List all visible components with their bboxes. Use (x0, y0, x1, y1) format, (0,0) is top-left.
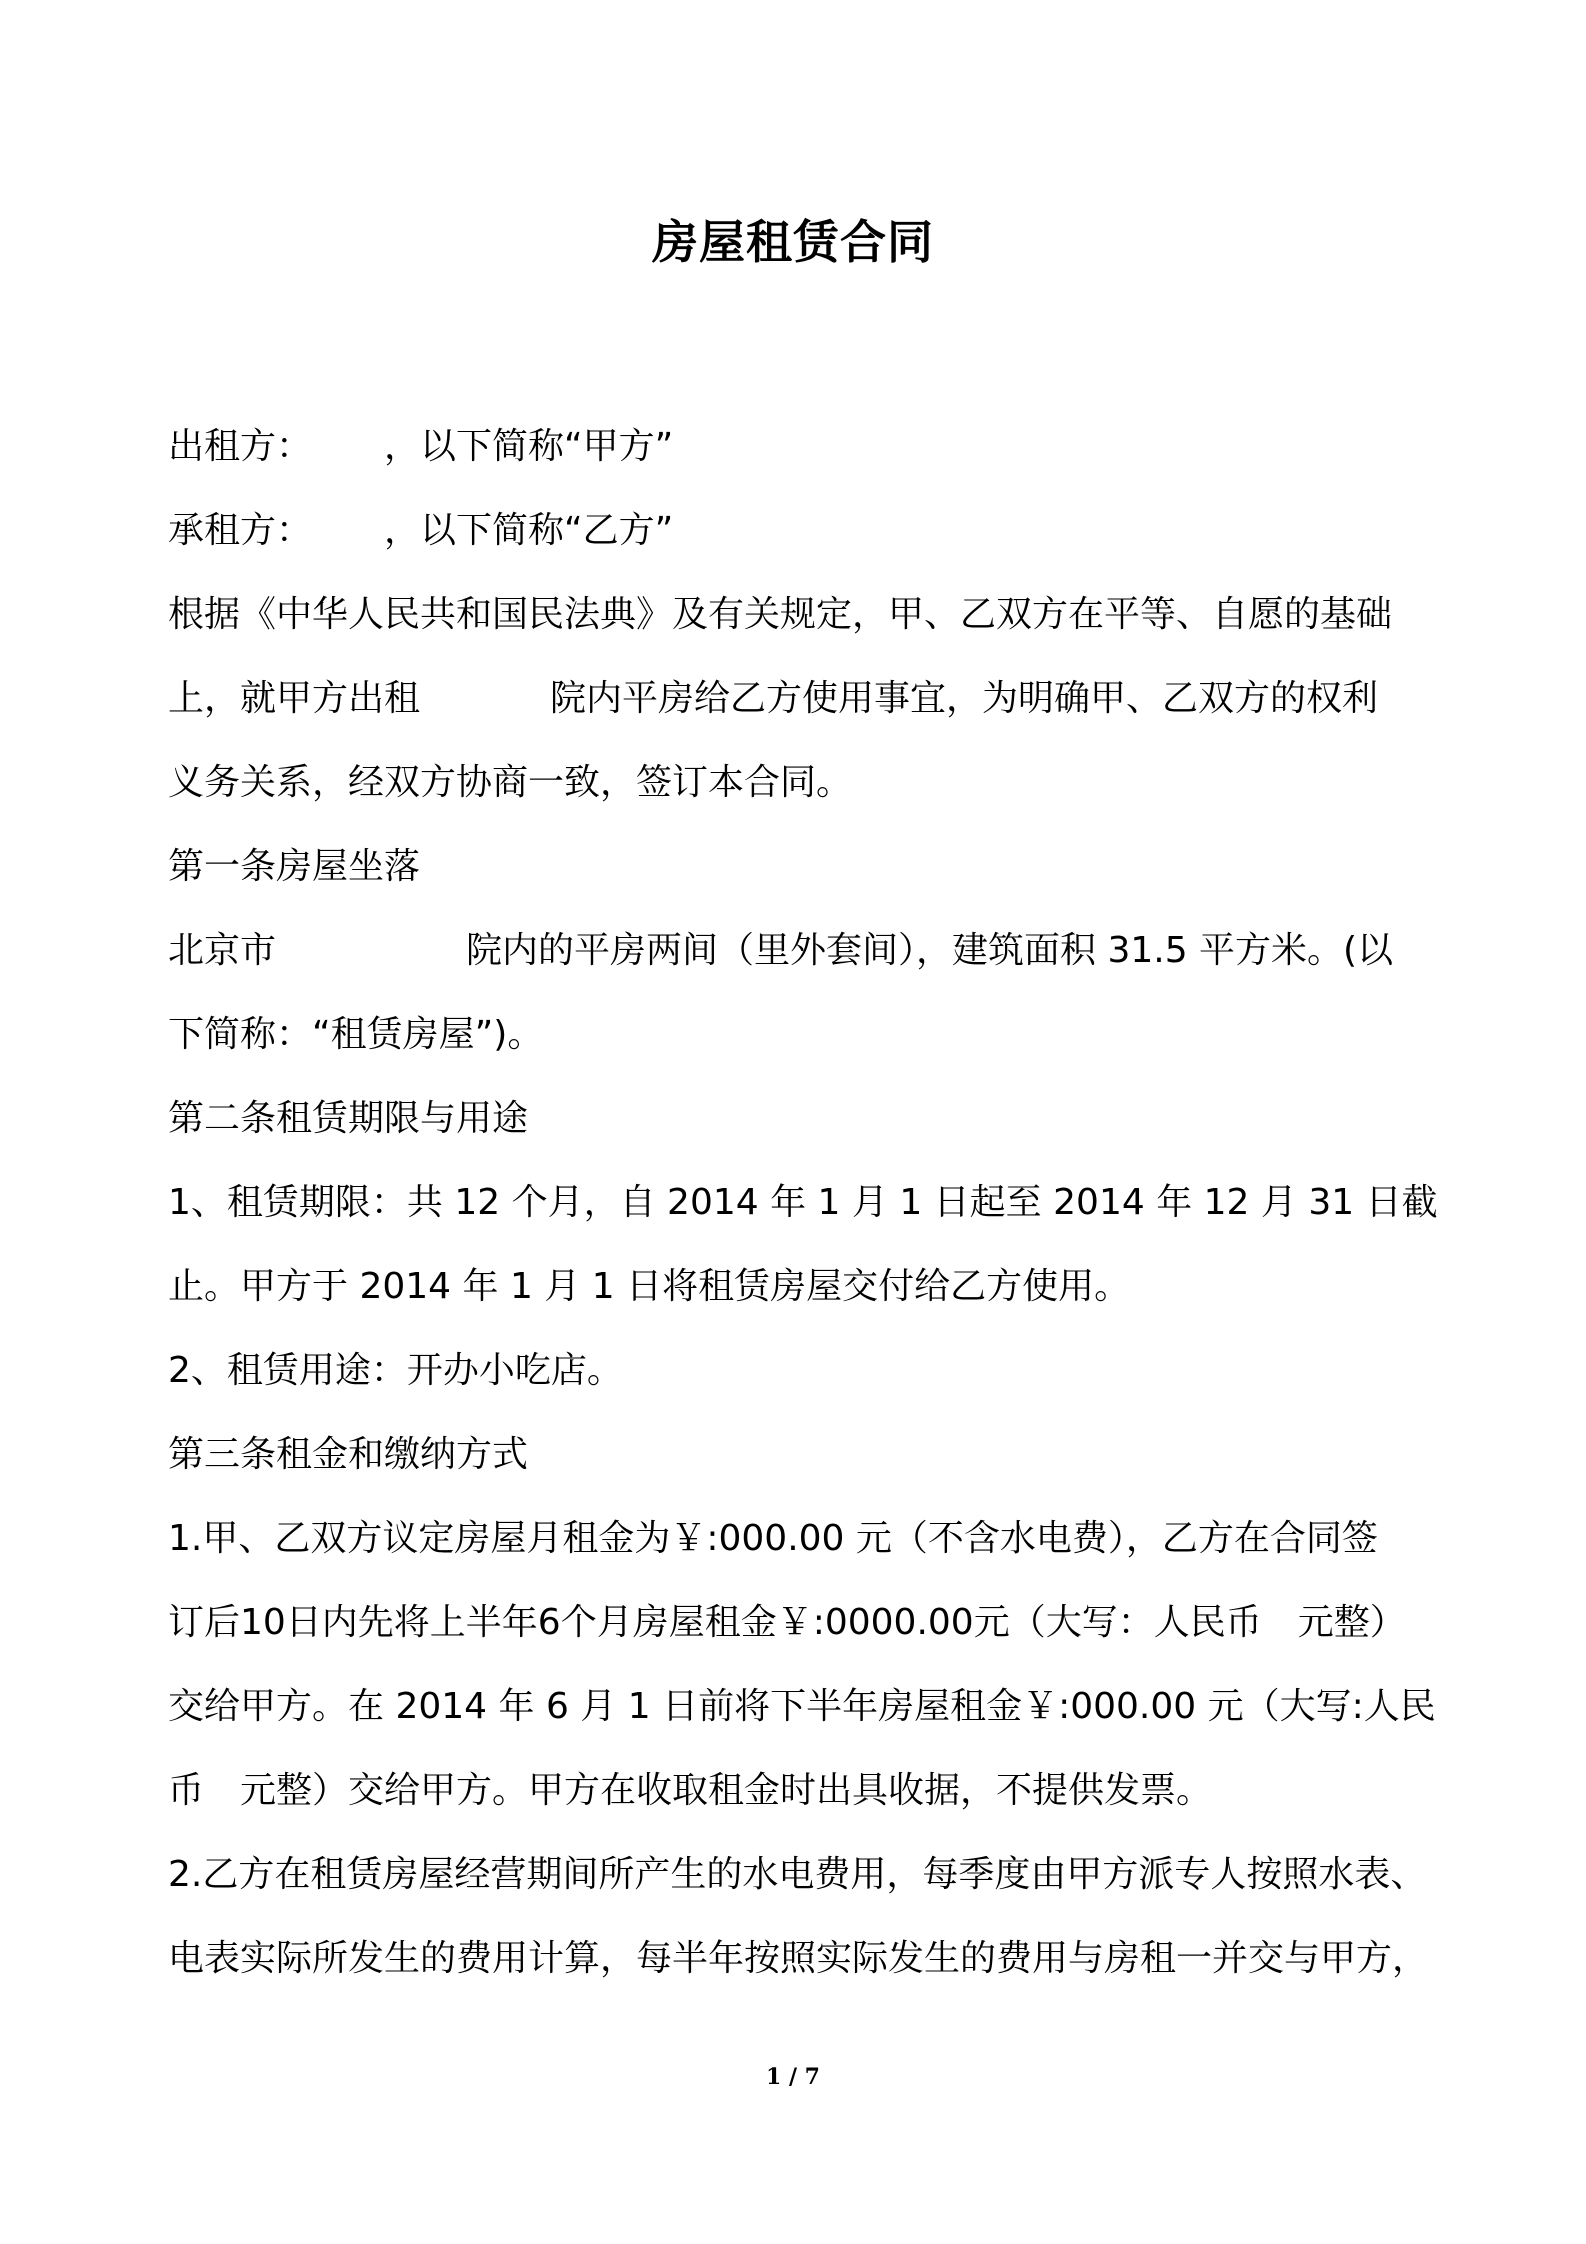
preamble-line-2-start: 上，就甲方出租 (168, 678, 421, 719)
preamble-line-1: 根据《中华人民共和国民法典》及有关规定，甲、乙双方在平等、自愿的基础 (168, 594, 1393, 635)
article1-heading: 第一条房屋坐落 (168, 846, 421, 887)
preamble-line-2 (168, 657, 1438, 741)
article3-item1-line-4-end: 元整）交给甲方。甲方在收取租金时出具收据，不提供发票。 (240, 1770, 1213, 1811)
article3-item1-line-4-start: 币 (168, 1770, 205, 1811)
article3-heading: 第三条租金和缴纳方式 (168, 1434, 529, 1475)
article3-item1-line-1: 1.甲、乙双方议定房屋月租金为￥:000.00 元（不含水电费），乙方在合同签 (168, 1518, 1378, 1559)
article3-item1-line-3: 交给甲方。在 2014 年 6 月 1 日前将下半年房屋租金￥:000.00 元（大写:人民 (168, 1686, 1436, 1727)
lessor-line (168, 405, 1438, 489)
page-number: 1 / 7 (766, 2064, 820, 2090)
article3-item1-line-4 (168, 1749, 1438, 1833)
document-body (168, 405, 1438, 2001)
article3-item2-line-2: 电表实际所发生的费用计算，每半年按照实际发生的费用与房租一并交与甲方， (168, 1938, 1429, 1979)
article1-line-1 (168, 909, 1438, 993)
article2-item1-line-2: 止。甲方于 2014 年 1 月 1 日将租赁房屋交付给乙方使用。 (168, 1266, 1131, 1307)
article2-heading: 第二条租赁期限与用途 (168, 1098, 529, 1139)
article3-item1-line-2 (168, 1581, 1438, 1665)
article2-item2: 2、租赁用途：开办小吃店。 (168, 1350, 623, 1391)
article2-item1-line-1: 1、租赁期限：共 12 个月，自 2014 年 1 月 1 日起至 2014 年 12 月 31 日截 (168, 1182, 1438, 1223)
document-title: 房屋租赁合同 (652, 215, 934, 269)
lessor-suffix: ，以下简称“甲方” (384, 426, 674, 467)
article1-city: 北京市 (168, 930, 277, 971)
preamble-line-3: 义务关系，经双方协商一致，签订本合同。 (168, 762, 853, 803)
article3-item1-line-2-end: 元整） (1297, 1602, 1406, 1643)
preamble-line-2-end: 院内平房给乙方使用事宜，为明确甲、乙双方的权利 (550, 678, 1379, 719)
article1-line-2: 下简称：“租赁房屋”)。 (168, 1014, 544, 1055)
lessee-label: 承租方： (168, 510, 313, 551)
article3-item1-line-2-start: 订后10日内先将上半年6个月房屋租金￥:0000.00元（大写：人民币 (168, 1602, 1262, 1643)
article1-line-1-end: 院内的平房两间（里外套间），建筑面积 31.5 平方米。(以 (466, 930, 1394, 971)
lessee-suffix: ，以下简称“乙方” (384, 510, 674, 551)
lessee-line (168, 489, 1438, 573)
lessor-label: 出租方： (168, 426, 313, 467)
article3-item2-line-1: 2.乙方在租赁房屋经营期间所产生的水电费用，每季度由甲方派专人按照水表、 (168, 1854, 1427, 1895)
